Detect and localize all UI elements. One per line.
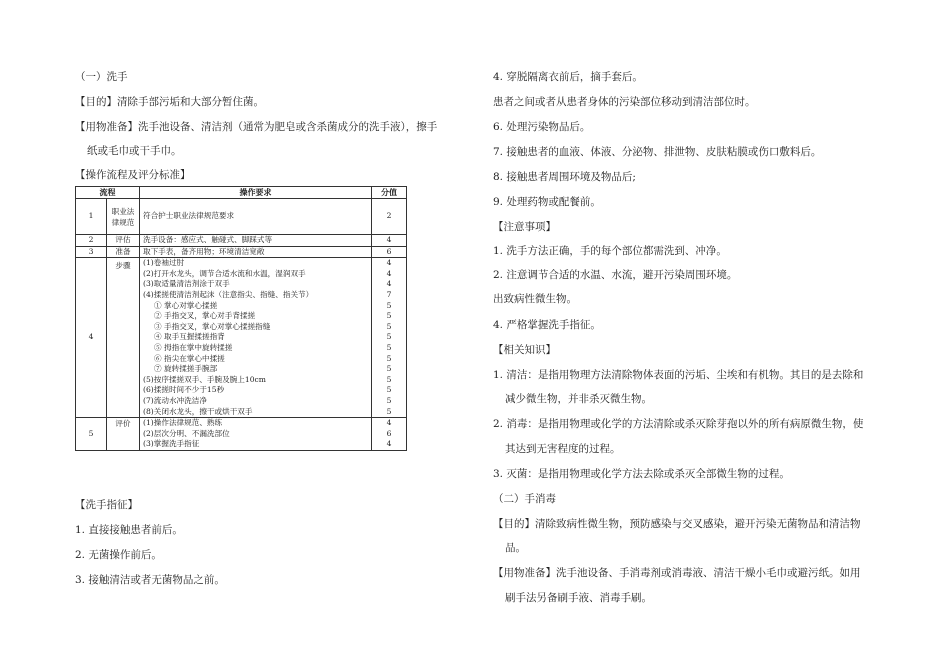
step-item: (7)流动水冲洗洁净 [143, 395, 207, 405]
step-item: ⑦ 旋转揉搓手腕部 [154, 364, 218, 374]
notes-heading: 【注意事项】 [493, 221, 556, 233]
step-item: (1)操作法律规范、熟练 [143, 418, 223, 428]
score-value: 4 [386, 258, 392, 268]
note-item: 2. 注意调节合适的水温、水流，避开污染周围环境。 [493, 269, 738, 281]
materials-text: 【用物准备】洗手池设备、清洁剂（通常为肥皂或含杀菌成分的洗手液），擦手 [75, 121, 438, 133]
score-value: 5 [386, 321, 392, 331]
indication-item: 2. 无菌操作前后。 [75, 549, 162, 561]
indication-item: 3. 接触清洁或者无菌物品之前。 [75, 574, 225, 586]
evaluation-list [140, 418, 372, 451]
col-header-score: 分值 [372, 187, 407, 199]
knowledge-item: 2. 消毒：是指用物理或化学的方法清除或杀灭除芽孢以外的所有病原微生物，使 [493, 418, 864, 430]
knowledge-item: 3. 灭菌：是指用物理或化学方法去除或杀灭全部微生物的过程。 [493, 468, 790, 480]
score-list [372, 418, 407, 451]
score-value: 2 [372, 199, 407, 235]
process-name: 职业法律规范 [107, 199, 140, 235]
knowledge-item-cont: 减少微生物，并非杀灭微生物。 [505, 393, 652, 405]
note-item: 4. 严格掌握洗手指征。 [493, 319, 601, 331]
table-row [76, 418, 407, 451]
indication-item: 7. 接触患者的血液、体液、分泌物、排泄物、皮肤粘膜或伤口敷料后。 [493, 146, 822, 158]
row-number: 3 [76, 246, 107, 258]
purpose-text: 【目的】清除手部污垢和大部分暂住菌。 [75, 96, 264, 108]
procedure-table [75, 186, 407, 451]
process-name: 评估 [107, 235, 140, 247]
score-value: 5 [386, 395, 392, 405]
indication-item: 8. 接触患者周围环境及物品后; [493, 171, 636, 183]
materials-text: 【用物准备】洗手池设备、手消毒剂或消毒液、清洁干燥小毛巾或避污纸。如用 [493, 567, 861, 579]
purpose-text-cont: 品。 [505, 542, 526, 554]
score-value: 7 [386, 289, 392, 299]
step-item: (3)掌握洗手指征 [143, 439, 200, 449]
score-value: 5 [386, 374, 392, 384]
row-number: 5 [76, 418, 107, 451]
section-title: （一）洗手 [75, 71, 128, 83]
note-item: 出致病性微生物。 [493, 293, 577, 305]
step-item: ⑤ 拇指在掌中旋转揉搓 [154, 342, 233, 352]
score-value: 5 [386, 311, 392, 321]
score-value: 5 [386, 353, 392, 363]
table-row [76, 235, 407, 247]
note-item: 1. 洗手方法正确，手的每个部位都需洗到、冲净。 [493, 245, 727, 257]
section-title-hand-disinfection: （二）手消毒 [493, 493, 556, 505]
step-item: (6)揉搓时间不少于15秒 [143, 385, 225, 395]
process-name: 评价 [107, 418, 140, 451]
knowledge-item: 1. 清洁：是指用物理方法清除物体表面的污垢、尘埃和有机物。其目的是去除和 [493, 369, 864, 381]
materials-text-cont: 刷手法另备刷手液、消毒手刷。 [505, 592, 652, 604]
step-list [140, 258, 372, 418]
score-value: 6 [386, 428, 392, 438]
step-item: ① 掌心对掌心揉搓 [154, 300, 218, 310]
indication-item: 6. 处理污染物品后。 [493, 121, 591, 133]
indication-item: 9. 处理药物或配餐前。 [493, 196, 601, 208]
step-item: (2)层次分明、不漏洗部位 [143, 428, 230, 438]
materials-text-cont: 纸或毛巾或干手巾。 [87, 145, 182, 157]
score-value: 4 [372, 235, 407, 247]
indication-item: 1. 直接接触患者前后。 [75, 524, 183, 536]
score-value: 5 [386, 406, 392, 416]
row-number: 2 [76, 235, 107, 247]
table-header-row [76, 187, 407, 199]
score-value: 5 [386, 385, 392, 395]
step-item: ④ 取手互握揉搓指背 [154, 332, 225, 342]
score-value: 5 [386, 364, 392, 374]
table-row [76, 199, 407, 235]
step-item: (2)打开水龙头，调节合适水流和水温，湿润双手 [143, 268, 306, 278]
row-number: 4 [76, 258, 107, 418]
requirement-text: 符合护士职业法律规范要求 [140, 199, 372, 235]
process-name: 步骤 [107, 258, 140, 418]
col-header-requirement: 操作要求 [140, 187, 372, 199]
step-item: (5)按序揉搓双手、手腕及腕上10cm [143, 374, 266, 384]
indication-heading: 【洗手指征】 [75, 499, 138, 511]
requirement-text: 取下手表，备齐用物；环境清洁宽敞 [140, 246, 372, 258]
score-list [372, 258, 407, 418]
score-value: 6 [372, 246, 407, 258]
step-item: (1)卷袖过肘 [143, 258, 185, 268]
step-item: (3)取适量清洁剂涂于双手 [143, 279, 230, 289]
step-item: (8)关闭水龙头，擦干或烘干双手 [143, 406, 253, 416]
row-number: 1 [76, 199, 107, 235]
table-row [76, 258, 407, 418]
step-item: (4)揉搓使清洁剂起沫（注意指尖、指缝、指关节） [143, 289, 314, 299]
requirement-text: 洗手设备：感应式、触碰式、脚踩式等 [140, 235, 372, 247]
knowledge-item-cont: 其达到无害程度的过程。 [505, 443, 621, 455]
step-item: ⑥ 指尖在掌心中揉搓 [154, 353, 225, 363]
step-item: ② 手指交叉，掌心对手背揉搓 [154, 311, 256, 321]
score-value: 4 [386, 279, 392, 289]
score-value: 5 [386, 342, 392, 352]
purpose-text: 【目的】清除致病性微生物，预防感染与交叉感染，避开污染无菌物品和清洁物 [493, 518, 861, 530]
flow-heading: 【操作流程及评分标准】 [75, 169, 191, 181]
step-item: ③ 手指交叉，掌心对掌心揉搓指缝 [154, 321, 271, 331]
col-header-process: 流程 [76, 187, 140, 199]
score-value: 4 [386, 439, 392, 449]
indication-item: 4. 穿脱隔离衣前后，摘手套后。 [493, 71, 643, 83]
score-value: 4 [386, 268, 392, 278]
score-value: 5 [386, 332, 392, 342]
knowledge-heading: 【相关知识】 [493, 344, 556, 356]
indication-item: 患者之间或者从患者身体的污染部位移动到清洁部位时。 [493, 96, 756, 108]
table-row [76, 246, 407, 258]
score-value: 5 [386, 300, 392, 310]
process-name: 准备 [107, 246, 140, 258]
score-value: 4 [386, 418, 392, 428]
